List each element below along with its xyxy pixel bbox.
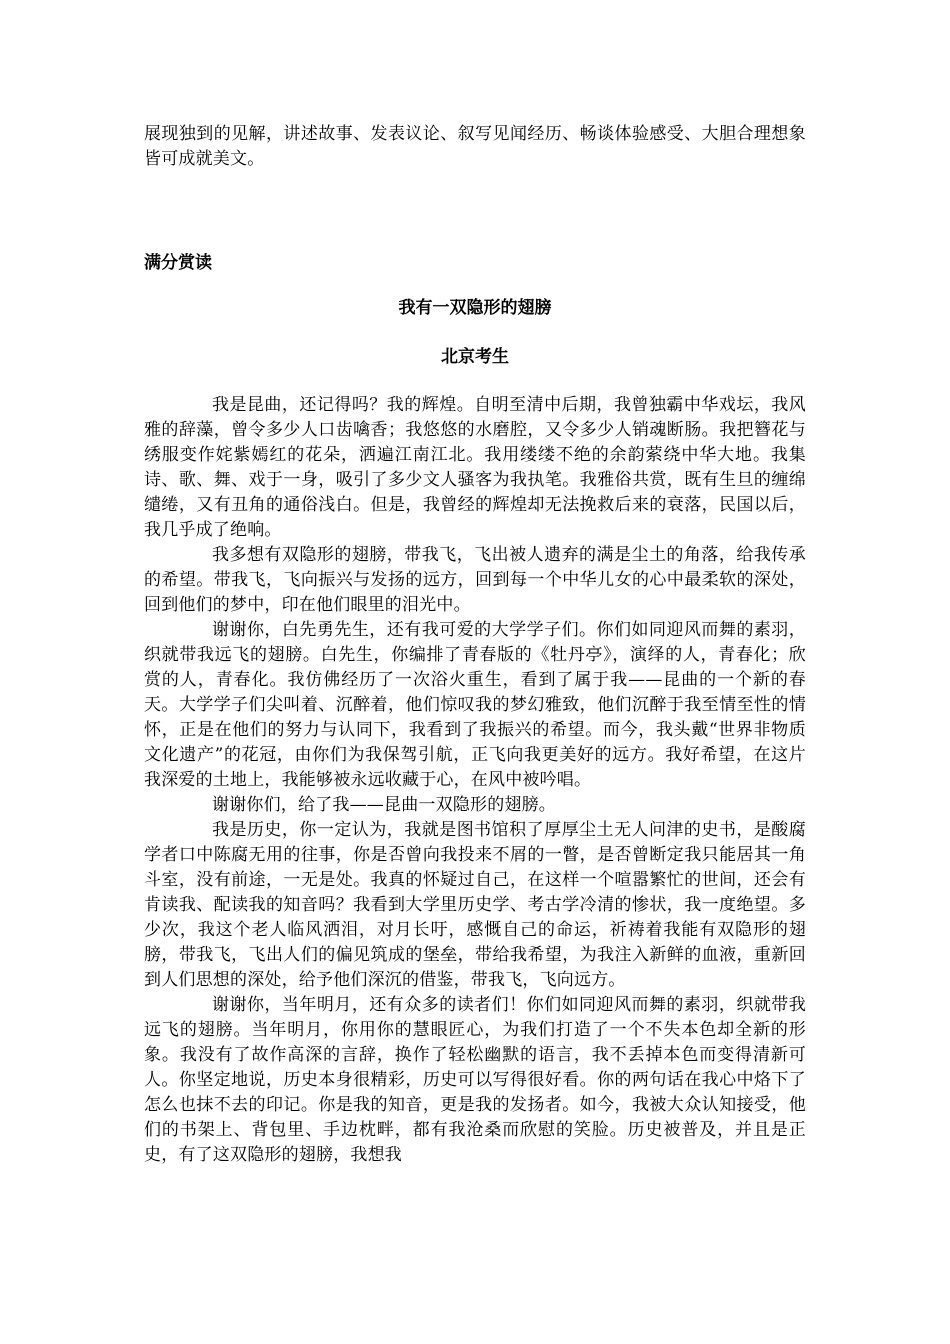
essay-paragraph-2: 我多想有双隐形的翅膀，带我飞，飞出被人遗弃的满是尘土的角落，给我传承的希望。带我飞，飞向振兴与发扬的远方，回到每一个中华儿女的心中最柔软的深处，回到他们的梦中，印在他们眼里的泪光中。 xyxy=(144,545,806,615)
essay-paragraph-4: 谢谢你们，给了我——昆曲一双隐形的翅膀。 xyxy=(212,795,556,815)
intro-paragraph: 展现独到的见解，讲述故事、发表议论、叙写见闻经历、畅谈体验感受、大胆合理想象皆可成就美文。 xyxy=(144,124,806,169)
essay-paragraph-1: 我是昆曲，还记得吗？我的辉煌。自明至清中后期，我曾独霸中华戏坛，我风雅的辞藻，曾令多少人口齿噙香；我悠悠的水磨腔，又令多少人销魂断肠。我把簪花与绣服变作姹紫嫣红的花朵，洒遍江南江北。我用缕缕不绝的余韵萦绕中华大地。我集诗、歌、舞、戏于一身，吸引了多少文人骚客为我执笔。我雅俗共赏，既有生旦的缠绵缱绻，又有丑角的通俗浅白。但是，我曾经的辉煌却无法挽救后来的衰落，民国以后，我几乎成了绝响。 xyxy=(144,395,806,540)
essay-author: 北京考生 xyxy=(441,347,509,367)
essay-body xyxy=(144,393,806,1168)
section-label: 满分赏读 xyxy=(144,253,212,273)
essay-paragraph-3: 谢谢你，白先勇先生，还有我可爱的大学学子们。你们如同迎风而舞的素羽，织就带我远飞的翅膀。白先生，你编排了青春版的《牡丹亭》，演绎的人，青春化；欣赏的人，青春化。我仿佛经历了一次浴火重生，看到了属于我——昆曲的一个新的春天。大学学子们尖叫着、沉醉着，他们惊叹我的梦幻雅致，他们沉醉于我至情至性的情怀，正是在他们的努力与认同下，我看到了我振兴的希望。而今，我头戴“世界非物质文化遗产”的花冠，由你们为我保驾引航，正飞向我更美好的远方。我好希望，在这片我深爱的土地上，我能够被永远收藏于心，在风中被吟唱。 xyxy=(144,620,806,790)
essay-paragraph-6: 谢谢你，当年明月，还有众多的读者们！你们如同迎风而舞的素羽，织就带我远飞的翅膀。当年明月，你用你的慧眼匠心，为我们打造了一个不失本色却全新的形象。我没有了故作高深的言辞，换作了轻松幽默的语言，我不丢掉本色而变得清新可人。你坚定地说，历史本身很精彩，历史可以写得很好看。你的两句话在我心中烙下了怎么也抹不去的印记。你是我的知音，更是我的发扬者。如今，我被大众认知接受，他们的书架上、背包里、手边枕畔，都有我沧桑而欣慰的笑脸。历史被普及，并且是正史，有了这双隐形的翅膀，我想我 xyxy=(144,995,806,1165)
essay-title: 我有一双隐形的翅膀 xyxy=(398,298,552,318)
essay-paragraph-5: 我是历史，你一定认为，我就是图书馆积了厚厚尘土无人问津的史书，是酸腐学者口中陈腐无用的往事，你是否曾向我投来不屑的一瞥，是否曾断定我只能居其一角斗室，没有前途，一无是处。我真的怀疑过自己，在这样一个喧嚣繁忙的世间，还会有肯读我、配读我的知音吗？我看到大学里历史学、考古学冷清的惨状，我一度绝望。多少次，我这个老人临风洒泪，对月长吁，感慨自己的命运，祈祷着我能有双隐形的翅膀，带我飞，飞出人们的偏见筑成的堡垒，带给我希望，为我注入新鲜的血液，重新回到人们思想的深处，给予他们深沉的借鉴，带我飞，飞向远方。 xyxy=(144,820,806,990)
